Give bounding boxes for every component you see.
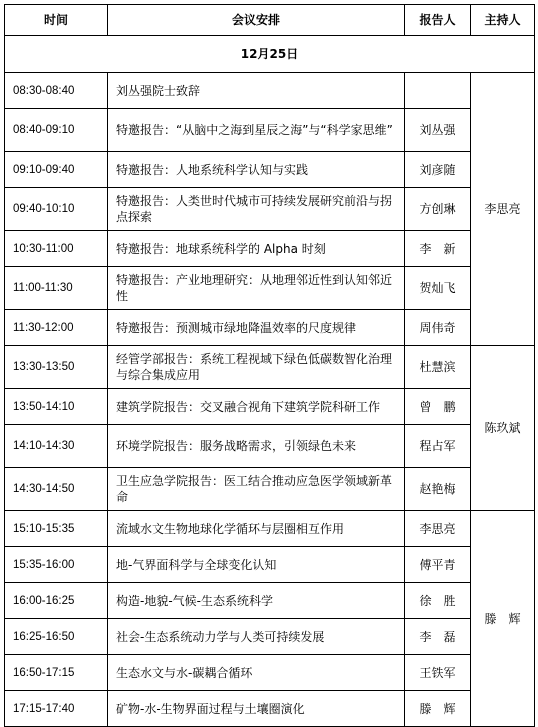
time-cell: 15:10-15:35: [5, 511, 108, 547]
header-row: [5, 5, 535, 36]
table-row: [5, 310, 535, 346]
topic-cell: 矿物-水-生物界面过程与土壤圈演化: [108, 691, 405, 727]
speaker-cell: 杜慧滨: [405, 346, 471, 389]
time-cell: 08:30-08:40: [5, 73, 108, 109]
host-cell: 滕 辉: [471, 511, 535, 727]
speaker-cell: 曾 鹏: [405, 389, 471, 425]
time-cell: 10:30-11:00: [5, 231, 108, 267]
topic-cell: 特邀报告：人类世时代城市可持续发展研究前沿与拐点探索: [108, 188, 405, 231]
table-row: [5, 583, 535, 619]
host-cell: 陈玖斌: [471, 346, 535, 511]
table-row: [5, 267, 535, 310]
time-cell: 17:15-17:40: [5, 691, 108, 727]
time-cell: 13:30-13:50: [5, 346, 108, 389]
table-row: [5, 152, 535, 188]
time-cell: 14:10-14:30: [5, 425, 108, 468]
speaker-cell: 傅平青: [405, 547, 471, 583]
time-cell: 16:00-16:25: [5, 583, 108, 619]
speaker-cell: 李 新: [405, 231, 471, 267]
table-row: [5, 73, 535, 109]
time-cell: 08:40-09:10: [5, 109, 108, 152]
topic-cell: 特邀报告：产业地理研究：从地理邻近性到认知邻近性: [108, 267, 405, 310]
topic-cell: 生态水文与水-碳耦合循环: [108, 655, 405, 691]
table-row: [5, 188, 535, 231]
table-row: [5, 511, 535, 547]
host-cell: 李思亮: [471, 73, 535, 346]
table-row: [5, 547, 535, 583]
header-speaker: 报告人: [405, 5, 471, 36]
speaker-cell: 滕 辉: [405, 691, 471, 727]
topic-cell: 特邀报告：预测城市绿地降温效率的尺度规律: [108, 310, 405, 346]
table-row: [5, 231, 535, 267]
topic-cell: 流域水文生物地球化学循环与层圈相互作用: [108, 511, 405, 547]
speaker-cell: 徐 胜: [405, 583, 471, 619]
topic-cell: 社会-生态系统动力学与人类可持续发展: [108, 619, 405, 655]
topic-cell: 特邀报告：地球系统科学的 Alpha 时刻: [108, 231, 405, 267]
speaker-cell: 刘彦随: [405, 152, 471, 188]
speaker-cell: 李思亮: [405, 511, 471, 547]
table-row: [5, 425, 535, 468]
schedule-table: [4, 4, 535, 727]
time-cell: 13:50-14:10: [5, 389, 108, 425]
speaker-cell: 王铁军: [405, 655, 471, 691]
table-row: [5, 346, 535, 389]
time-cell: 16:50-17:15: [5, 655, 108, 691]
speaker-cell: [405, 73, 471, 109]
header-agenda: 会议安排: [108, 5, 405, 36]
speaker-cell: 刘丛强: [405, 109, 471, 152]
speaker-cell: 周伟奇: [405, 310, 471, 346]
time-cell: 09:10-09:40: [5, 152, 108, 188]
topic-cell: 环境学院报告：服务战略需求，引领绿色未来: [108, 425, 405, 468]
time-cell: 11:00-11:30: [5, 267, 108, 310]
topic-cell: 卫生应急学院报告：医工结合推动应急医学领域新革命: [108, 468, 405, 511]
header-host: 主持人: [471, 5, 535, 36]
table-row: [5, 109, 535, 152]
topic-cell: 特邀报告：“从脑中之海到星辰之海”与“科学家思维”: [108, 109, 405, 152]
speaker-cell: 程占军: [405, 425, 471, 468]
topic-cell: 建筑学院报告：交叉融合视角下建筑学院科研工作: [108, 389, 405, 425]
speaker-cell: 赵艳梅: [405, 468, 471, 511]
time-cell: 11:30-12:00: [5, 310, 108, 346]
topic-cell: 刘丛强院士致辞: [108, 73, 405, 109]
topic-cell: 特邀报告：人地系统科学认知与实践: [108, 152, 405, 188]
header-time: 时间: [5, 5, 108, 36]
time-cell: 14:30-14:50: [5, 468, 108, 511]
topic-cell: 地-气界面科学与全球变化认知: [108, 547, 405, 583]
time-cell: 15:35-16:00: [5, 547, 108, 583]
speaker-cell: 李 磊: [405, 619, 471, 655]
speaker-cell: 贺灿飞: [405, 267, 471, 310]
table-row: [5, 389, 535, 425]
table-row: [5, 655, 535, 691]
table-row: [5, 468, 535, 511]
time-cell: 16:25-16:50: [5, 619, 108, 655]
table-row: [5, 619, 535, 655]
day-row: [5, 36, 535, 73]
topic-cell: 构造-地貌-气候-生态系统科学: [108, 583, 405, 619]
table-row: [5, 691, 535, 727]
time-cell: 09:40-10:10: [5, 188, 108, 231]
day-label: 12月25日: [5, 36, 535, 73]
topic-cell: 经管学部报告：系统工程视域下绿色低碳数智化治理与综合集成应用: [108, 346, 405, 389]
speaker-cell: 方创琳: [405, 188, 471, 231]
